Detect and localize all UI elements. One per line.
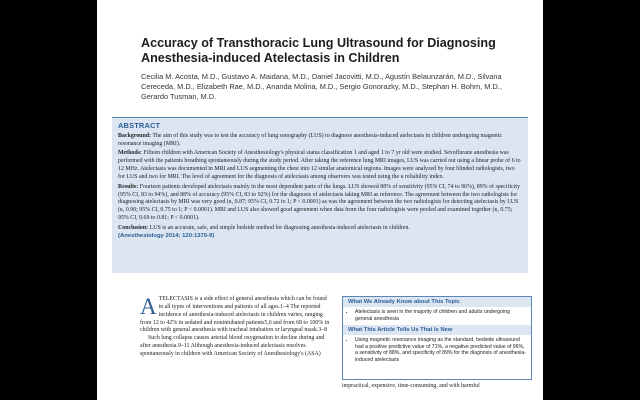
- conclusion-text: LUS is an accurate, safe, and simple bedside method for diagnosing anesthesia-induced atelectasis in children.: [149, 224, 410, 231]
- abstract-methods: [118, 150, 522, 182]
- known-list: [343, 307, 531, 325]
- abstract-heading: ABSTRACT: [118, 121, 161, 130]
- new-item: • Using magnetic resonance imaging as the standard, bedside ultrasound had a positive predictive value of 71%, a negative predicted value of 96%, a sensitivity of 88%, and specificity of 89% for the diagnosis of anesthesia-induced atelectasis: [355, 337, 526, 363]
- intro-paragraph-1-text: TELECTASIS is a side effect of general anesthesia which can be found in all types of interventions and patients of all ages.1–4 The reported incidence of anesthesia-induced atelectasis in children varies, ranging from 12 to 42% in sedated and nonintubated patients5,6 and from 68 to 100% in children with general anesthesia with tracheal intubation or laryngeal mask.3–8: [140, 296, 330, 334]
- known-item: • Atelectasis is seen in the majority of children and adults undergoing general anesthesia: [355, 309, 526, 322]
- intro-paragraph-1: [140, 296, 331, 335]
- background-text: The aim of this study was to test the accuracy of lung sonography (LUS) to diagnose anesthesia-induced atelectasis in children undergoing magnetic resonance imaging (MRI).: [118, 133, 503, 147]
- drop-cap: A: [140, 294, 157, 319]
- abstract-body: [118, 133, 522, 242]
- body-column-left: [140, 296, 331, 359]
- key-points-box: [342, 296, 532, 380]
- background-label: Background:: [118, 133, 151, 139]
- abstract-conclusion: [118, 225, 522, 241]
- key-points-heading-known: What We Already Know about This Topic: [343, 297, 531, 307]
- results-label: Results:: [118, 183, 139, 190]
- abstract-panel: [112, 117, 528, 273]
- conclusion-label: Conclusion:: [118, 224, 149, 231]
- key-points-heading-new: What This Article Tells Us That Is New: [343, 325, 531, 335]
- journal-page: [97, 0, 543, 400]
- intro-paragraph-2: Such lung collapse causes arterial blood oxygenation to decline during and after anesthesia.9–11 Although anesthesia-induced atelectasis resolves spontaneously in children with American Society of Anesthesiology's (ASA): [140, 335, 325, 357]
- new-list: [343, 335, 531, 366]
- abstract-background: [118, 133, 522, 149]
- body-column-right: impractical, expensive, time-consuming, and with harmful: [342, 383, 480, 389]
- results-text: Fourteen patients developed atelectasis mainly in the most dependent parts of the lungs. LUS showed 88% of sensitivity (95% CI, 74 to 96%), 89% of specificity (95% CI, 83 to 94%), and 88% of accuracy (95% CI, 83 to 92%) for the diagnosis of atelectasis taking MRI as reference. The agreement between the two radiologists for diagnosing atelectasis by MRI was very good (κ, 0.87; 95% CI, 0.72 to 1; P < 0.0001) as was the agreement between the two radiologists for detecting atelectasis by LUS (κ, 0.90; 95% CI, 0.75 to 1; P < 0.0001). MRI and LUS also showed good agreement when data from the four radiologists were pooled and examined together (κ, 0.75; 95% CI, 0.69 to 0.81; P < 0.0001).: [118, 183, 520, 222]
- abstract-citation: (Anesthesiology 2014; 120:1370-9): [118, 232, 215, 239]
- methods-label: Methods:: [118, 150, 142, 157]
- methods-text: Fifteen children with American Society of Anesthesiology's physical status classification 1 and aged 1 to 7 yr old were studied. Sevoflurane anesthesia was performed with the patients breathing spontaneously during the study period. After taking the reference lung MRI images, LUS was carried out using a linear probe of 6 to 12 MHz. Atelectasis was documented in MRI and LUS segmenting the chest into 12 similar anatomical regions. Images were analyzed by four blinded radiologists, two for LUS and two for MRI. The level of agreement for the diagnosis of atelectasis among observers was tested using the κ reliability index.: [118, 150, 521, 181]
- author-list: Cecilia M. Acosta, M.D., Gustavo A. Maidana, M.D., Daniel Jacovitti, M.D., Agustín Belaunzarán, M.D., Silvana Cereceda, M.D., Elizabeth Rae, M.D., Ananda Molina, M.D., Sergio Gonorazky, M.D., Stephan H. Bohm, M.D., Gerardo Tusman, M.D.: [141, 72, 502, 101]
- article-title: Accuracy of Transthoracic Lung Ultrasound for Diagnosing Anesthesia-induced Atelectasis in Children: [141, 36, 496, 65]
- abstract-results: [118, 184, 522, 224]
